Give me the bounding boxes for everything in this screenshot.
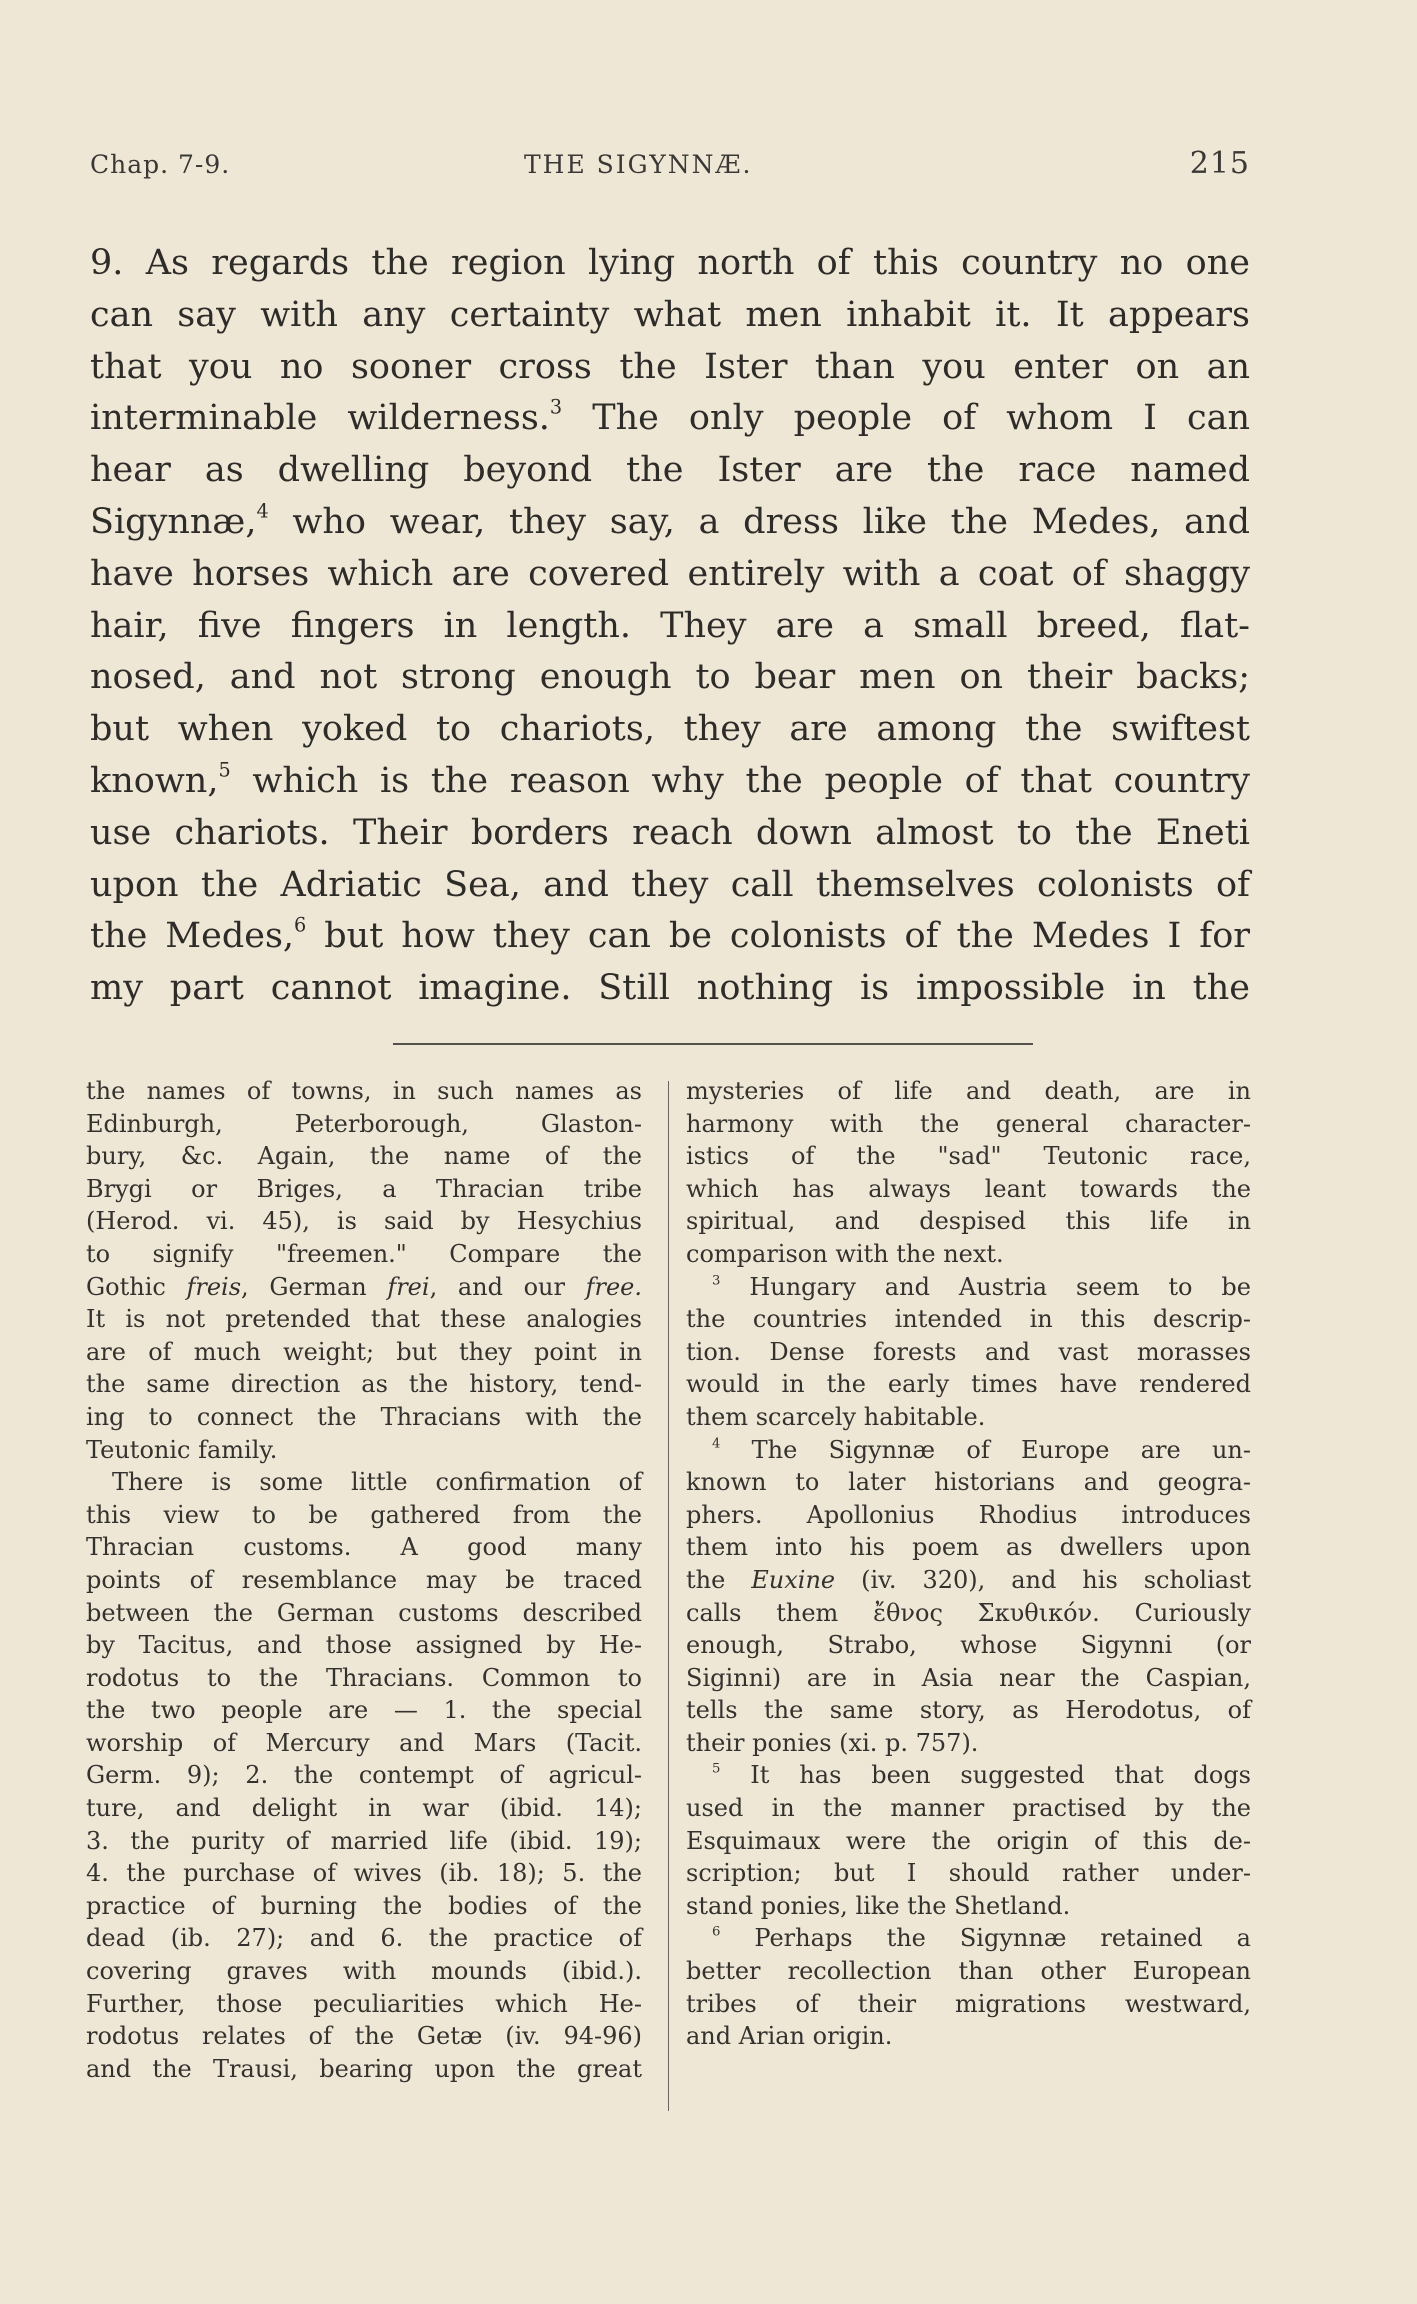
note-line: to signify "freemen." Compare the: [86, 1239, 642, 1268]
note-line: which has always leant towards the: [686, 1174, 1251, 1203]
note-line: It is not pretended that these analogies: [86, 1305, 642, 1334]
footnote-ref: 3: [549, 396, 563, 419]
note-line: spiritual, and despised this life in: [686, 1207, 1251, 1236]
note-line: rodotus relates of the Getæ (iv. 94-96): [86, 2022, 642, 2051]
note-line: the names of towns, in such names as: [86, 1077, 642, 1105]
note-line: 4. the purchase of wives (ib. 18); 5. the: [86, 1859, 642, 1888]
note-line: rodotus to the Thracians. Common to: [86, 1663, 642, 1692]
note-line: calls them ἔθνος Σκυθικόν. Curiously: [686, 1598, 1251, 1627]
note-line: covering graves with mounds (ibid.).: [86, 1957, 642, 1986]
note-line: Siginni) are in Asia near the Caspian,: [686, 1663, 1251, 1692]
note-line: dead (ib. 27); and 6. the practice of: [86, 1924, 642, 1953]
note-line: enough, Strabo, whose Sigynni (or: [686, 1631, 1251, 1660]
footnotes-left-column: [86, 1075, 642, 2085]
note-line: stand ponies, like the Shetland.: [686, 1891, 1071, 1920]
note-line: $^5$ It has been suggested that dogs: [712, 1761, 1251, 1790]
footnote-ref: 5: [218, 758, 231, 782]
note-line: ing to connect the Thracians with the: [86, 1402, 642, 1431]
note-line: There is some little confirmation of: [112, 1468, 642, 1497]
note-line: tells the same story, as Herodotus, of: [686, 1696, 1251, 1725]
body-line: my part cannot imagine. Still nothing is impossible in the: [90, 968, 1250, 1009]
note-line: this view to be gathered from the: [86, 1500, 642, 1529]
note-line: known to later historians and geogra-: [686, 1468, 1251, 1497]
body-line: but when yoked to chariots, they are among the swiftest: [90, 709, 1250, 750]
note-line: better recollection than other European: [686, 1957, 1251, 1986]
body-line: hear as dwelling beyond the Ister are the race named: [90, 450, 1250, 491]
note-line: Teutonic family.: [86, 1435, 278, 1464]
note-line: bury, &c. Again, the name of the: [86, 1142, 642, 1171]
note-line: between the German customs described: [86, 1598, 642, 1627]
footnote-number: 5: [712, 1761, 721, 1777]
note-line: and the Trausi, bearing upon the great: [86, 2054, 642, 2083]
note-line: tribes of their migrations westward,: [686, 1989, 1251, 2018]
body-line: use chariots. Their borders reach down almost to the Eneti: [90, 812, 1250, 853]
note-line: Thracian customs. A good many: [86, 1533, 642, 1562]
note-line: practice of burning the bodies of the: [86, 1891, 642, 1920]
note-line: ture, and delight in war (ibid. 14);: [86, 1794, 642, 1823]
note-line: the two people are — 1. the special: [86, 1696, 642, 1725]
note-line: Gothic freis, German frei, and our free.: [86, 1272, 642, 1301]
note-line: their ponies (xi. p. 757).: [686, 1728, 979, 1757]
note-line: are of much weight; but they point in: [86, 1337, 642, 1366]
note-line: would in the early times have rendered: [686, 1370, 1251, 1399]
note-line: worship of Mercury and Mars (Tacit.: [86, 1728, 642, 1757]
note-line: Germ. 9); 2. the contempt of agricul-: [86, 1761, 642, 1790]
note-line: used in the manner practised by the: [686, 1794, 1251, 1823]
main-text: [90, 238, 1250, 1015]
body-line: that you no sooner cross the Ister than you enter on an: [90, 346, 1250, 387]
note-line: $^3$ Hungary and Austria seem to be: [712, 1272, 1251, 1301]
note-line: $^6$ Perhaps the Sigynnæ retained a: [712, 1924, 1251, 1953]
note-line: points of resemblance may be traced: [86, 1565, 642, 1594]
note-line: 3. the purity of married life (ibid. 19);: [86, 1826, 642, 1855]
body-line: interminable wilderness.$^3$ The only people of whom I can: [90, 396, 1250, 439]
footnote-number: 3: [712, 1273, 721, 1289]
body-line: hair, five fingers in length. They are a small breed, flat-: [90, 605, 1250, 646]
body-line: nosed, and not strong enough to bear men on their backs;: [90, 657, 1250, 698]
body-line: the Medes,$^6$ but how they can be colonists of the Medes I for: [90, 913, 1250, 957]
note-line: the countries intended in this descrip-: [686, 1305, 1251, 1334]
note-line: by Tacitus, and those assigned by He-: [86, 1631, 642, 1660]
note-line: the Euxine (iv. 320), and his scholiast: [686, 1565, 1252, 1594]
note-line: and Arian origin.: [686, 2022, 893, 2051]
body-line: 9. As regards the region lying north of this country no one: [90, 243, 1250, 283]
note-line: Brygi or Briges, a Thracian tribe: [86, 1174, 642, 1203]
body-line: known,$^5$ which is the reason why the people of that country: [90, 758, 1250, 801]
note-line: them into his poem as dwellers upon: [686, 1533, 1251, 1562]
footnotes: [86, 1075, 1251, 2115]
body-line: Sigynnæ,$^4$ who wear, they say, a dress like the Medes, and: [90, 499, 1250, 542]
note-line: the same direction as the history, tend-: [86, 1370, 642, 1399]
note-line: (Herod. vi. 45), is said by Hesychius: [86, 1207, 642, 1236]
note-line: harmony with the general character-: [686, 1109, 1251, 1138]
note-line: comparison with the next.: [686, 1239, 1004, 1268]
footnote-divider: [393, 1043, 1033, 1045]
page-number: 215: [1189, 146, 1250, 181]
note-line: them scarcely habitable.: [686, 1402, 986, 1431]
page-header-title: THE SIGYNNÆ.: [524, 150, 753, 179]
note-line: mysteries of life and death, are in: [686, 1077, 1251, 1105]
note-line: Edinburgh, Peterborough, Glaston-: [86, 1109, 642, 1138]
note-line: istics of the "sad" Teutonic race,: [686, 1142, 1251, 1171]
note-line: tion. Dense forests and vast morasses: [686, 1337, 1251, 1366]
footnote-ref: 6: [294, 913, 307, 937]
chapter-reference: Chap. 7-9.: [90, 150, 231, 179]
note-line: Further, those peculiarities which He-: [86, 1989, 642, 2018]
footnote-number: 6: [712, 1924, 721, 1940]
footnote-ref: 4: [256, 499, 269, 523]
note-line: Esquimaux were the origin of this de-: [686, 1826, 1251, 1855]
note-line: $^4$ The Sigynnæ of Europe are un-: [712, 1435, 1251, 1464]
footnote-number: 4: [712, 1435, 721, 1451]
body-line: have horses which are covered entirely with a coat of shaggy: [90, 553, 1250, 594]
note-line: scription; but I should rather under-: [686, 1859, 1251, 1888]
body-line: can say with any certainty what men inhabit it. It appears: [90, 294, 1250, 335]
running-head: [90, 146, 1250, 190]
footnotes-right-column: [686, 1075, 1251, 2053]
column-rule: [668, 1081, 669, 2111]
body-line: upon the Adriatic Sea, and they call themselves colonists of: [90, 864, 1250, 905]
note-line: phers. Apollonius Rhodius introduces: [686, 1500, 1251, 1529]
